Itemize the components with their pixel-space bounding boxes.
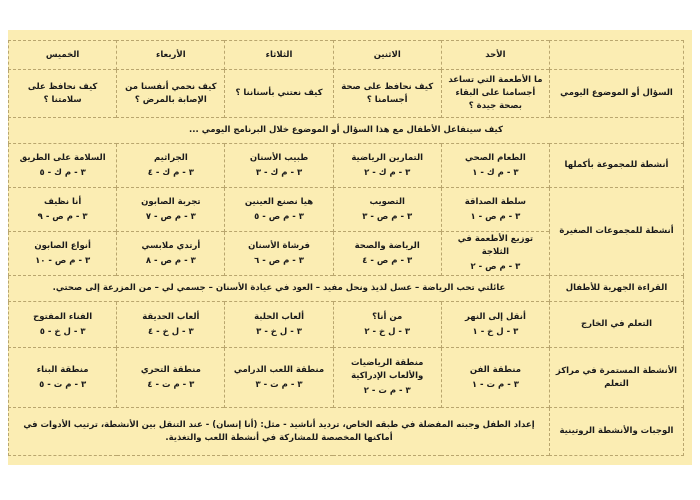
question-cell: كيف نحافظ على صحة أجسامنا ؟ [333,70,441,118]
activity-cell [333,144,441,188]
question-cell: ما الأطعمة التي تساعد أجسامنا على البقاء بصحة جيدة ؟ [441,70,549,118]
interaction-note-row [9,118,684,144]
question-cell: كيف نحمي أنفسنا من الإصابة بالمرض ؟ [117,70,225,118]
activity-cell [9,144,117,188]
outdoor-row [9,302,684,348]
activity-code: ٣ - ل خ - ٢ [364,326,411,337]
activity-cell [9,348,117,408]
activity-cell [441,232,549,276]
activity-code: ٣ - م ك - ٥ [39,167,86,178]
group-activities-row [9,144,684,188]
activity-title: الفناء المفتوح [33,311,93,322]
question-cell: كيف نحافظ على سلامتنا ؟ [9,70,117,118]
activity-title: أنا نظيف [43,196,82,207]
routine-row [9,408,684,456]
activity-title: السلامة على الطريق [19,152,106,163]
activity-code: ٣ - م ص - ١ [470,211,521,222]
activity-title: التمارين الرياضية [351,152,424,163]
day-header: الثلاثاء [225,41,333,70]
centers-row [9,348,684,408]
activity-title: أنقل إلى النهر [464,311,526,322]
activity-code: ٣ - ل خ - ٥ [39,326,86,337]
activity-cell [441,348,549,408]
activity-title: منطقة الفن [469,364,521,375]
row-label: الأنشطة المستمرة في مراكز التعلم [550,348,684,408]
activity-cell [117,144,225,188]
day-header: الاثنين [333,41,441,70]
reading-row [9,276,684,302]
activity-cell [441,188,549,232]
activity-cell [117,348,225,408]
row-label: أنشطة للمجموعة بأكملها [550,144,684,188]
row-label: القراءة الجهرية للأطفال [550,276,684,302]
activity-cell [9,232,117,276]
activity-title: الجراثيم [153,152,188,163]
days-header-row [9,41,684,70]
activity-title: منطقة التحري [140,364,201,375]
activity-title: سلطة الصداقة [464,196,527,207]
activity-title: من أنا؟ [372,311,403,322]
activity-cell [225,302,333,348]
activity-code: ٣ - م ص - ٨ [145,255,196,266]
row-label: أنشطة للمجموعات الصغيرة [550,188,684,276]
activity-title: منطقة الرياضيات والألعاب الإدراكية [351,358,424,382]
day-header: الخميس [9,41,117,70]
activity-title: الرياضة والصحة [354,240,420,251]
activity-cell [333,188,441,232]
row-label: السؤال أو الموضوع اليومي [550,70,684,118]
activity-cell [441,144,549,188]
activity-code: ٣ - ل خ - ٣ [256,326,302,337]
activity-code: ٣ - م ص - ٥ [254,211,304,222]
row-label: الوجبات والأنشطة الروتينية [550,408,684,456]
small-groups-row-1 [9,188,684,232]
activity-code: ٣ - م ص - ٩ [37,211,88,222]
activity-cell [225,348,333,408]
activity-cell [333,232,441,276]
activity-code: ٣ - م ص - ٤ [362,255,413,266]
row-label: التعلم في الخارج [550,302,684,348]
activity-code: ٣ - م ك - ٢ [364,167,411,178]
activity-title: أرتدي ملابسي [141,240,201,251]
activity-cell [225,188,333,232]
activity-code: ٣ - م ت - ٥ [39,379,87,390]
activity-code: ٣ - م ص - ٧ [145,211,196,222]
interaction-note: كيف سيتفاعل الأطفال مع هذا السؤال أو الموضوع خلال البرنامج اليومي ... [9,118,684,144]
weekly-plan-table [8,40,684,456]
activity-title: التصويب [369,196,405,207]
activity-cell [441,302,549,348]
activity-code: ٣ - م ك - ٤ [147,167,194,178]
activity-cell [225,144,333,188]
activity-title: منطقة البناء [36,364,89,375]
activity-cell [333,348,441,408]
activity-title: أنواع الصابون [34,240,91,251]
activity-cell [117,232,225,276]
activity-title: منطقة اللعب الدرامي [233,364,325,375]
activity-title: تجربة الصابون [141,196,201,207]
activity-title: هيا نصنع العينين [244,196,314,207]
activity-code: ٣ - م ص - ٣ [362,211,413,222]
activity-title: توزيع الأطعمة في الثلاجة [457,234,534,258]
activity-title: طبيب الأسنان [249,152,309,163]
activity-code: ٣ - م ص - ١٠ [35,255,91,266]
routine-text: إعداد الطفل وجبته المفضلة في طبقه الخاص، ترديد أناشيد - مثل: (أنا إنسان) - عند التنقل بين الأنشطة، ترتيب الأدوات في أماكنها المخصصة للمشاركة في أنشطة اللعب والتغذية. [9,408,550,456]
day-header: الأحد [441,41,549,70]
activity-title: الطعام الصحي [465,152,526,163]
activity-cell [117,302,225,348]
activity-code: ٣ - م ت - ٤ [147,379,195,390]
activity-code: ٣ - م ص - ٢ [470,261,521,272]
activity-cell [333,302,441,348]
activity-title: ألعاب الحلبة [254,311,304,322]
activity-code: ٣ - ل خ - ٤ [147,326,194,337]
activity-title: فرشاة الأسنان [248,240,310,251]
activity-code: ٣ - م ك - ٣ [255,167,303,178]
activity-code: ٣ - ل خ - ١ [472,326,519,337]
day-header: الأربعاء [117,41,225,70]
activity-cell [225,232,333,276]
reading-text: عائلتي تحب الرياضة – عسل لذيذ ونحل مفيد – العود في عيادة الأسنان – جسمي لي – من المزرعة إلى صحتي. [9,276,550,302]
activity-code: ٣ - م ت - ١ [471,379,519,390]
activity-title: ألعاب الحديقة [142,311,200,322]
question-row [9,70,684,118]
question-cell: كيف نعتني بأسناننا ؟ [225,70,333,118]
activity-cell [9,188,117,232]
corner-cell [550,41,684,70]
activity-code: ٣ - م ت - ٣ [255,379,303,390]
activity-code: ٣ - م ص - ٦ [254,255,304,266]
activity-cell [117,188,225,232]
activity-code: ٣ - م ت - ٢ [363,385,411,396]
activity-cell [9,302,117,348]
activity-code: ٣ - م ك - ١ [472,167,519,178]
